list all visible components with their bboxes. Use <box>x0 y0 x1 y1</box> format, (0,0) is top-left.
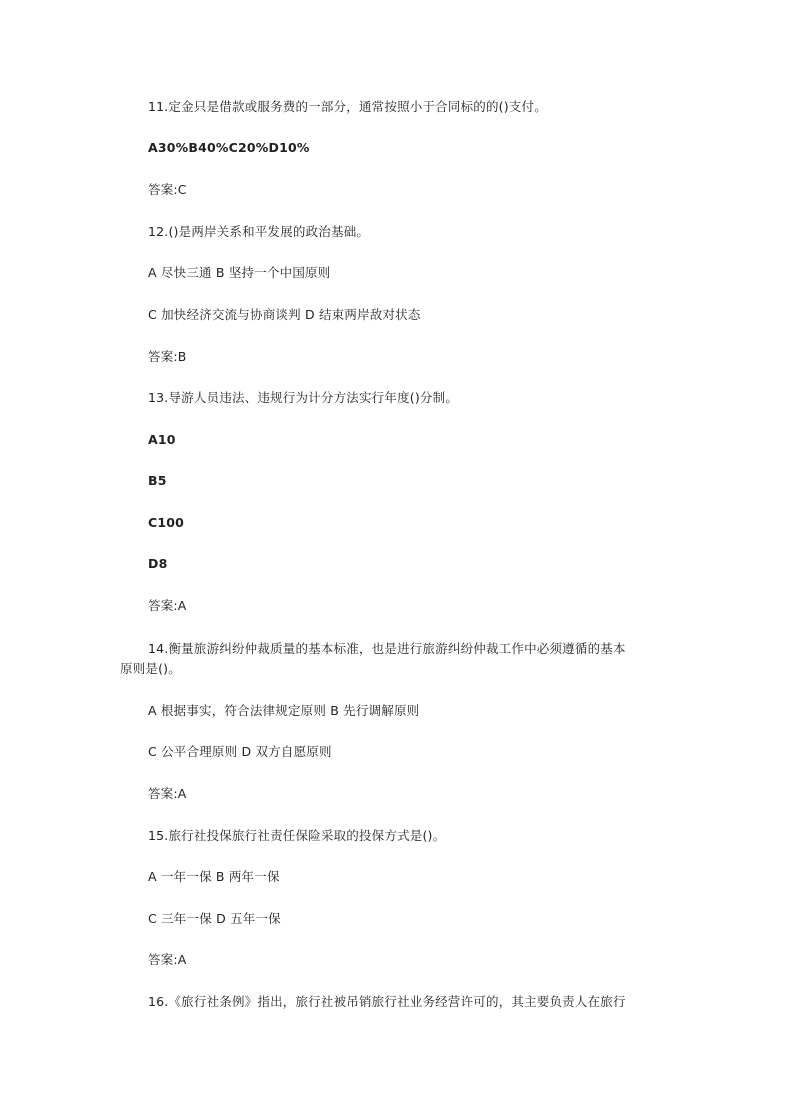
question-15-text: 15.旅行社投保旅行社责任保险采取的投保方式是()。 <box>148 828 446 843</box>
question-12-text: 12.()是两岸关系和平发展的政治基础。 <box>148 224 370 239</box>
question-14-text-continued: 原则是()。 <box>120 661 181 676</box>
question-15-options-line-1: A 一年一保 B 两年一保 <box>148 869 280 884</box>
question-14-answer: 答案:A <box>148 786 187 801</box>
question-14-text: 14.衡量旅游纠纷仲裁质量的基本标准，也是进行旅游纠纷仲裁工作中必须遵循的基本 <box>148 641 626 656</box>
question-12-answer: 答案:B <box>148 349 187 364</box>
question-13-option-b: B5 <box>148 473 167 488</box>
question-12-options-line-1: A 尽快三通 B 坚持一个中国原则 <box>148 265 331 280</box>
question-11-answer: 答案:C <box>148 182 187 197</box>
question-12-options-line-2: C 加快经济交流与协商谈判 D 结束两岸敌对状态 <box>148 307 421 322</box>
question-15-answer: 答案:A <box>148 952 187 967</box>
question-14-options-line-1: A 根据事实，符合法律规定原则 B 先行调解原则 <box>148 703 420 718</box>
question-11-options: A30%B40%C20%D10% <box>148 140 310 155</box>
question-13-option-c: C100 <box>148 515 185 530</box>
question-15-options-line-2: C 三年一保 D 五年一保 <box>148 911 281 926</box>
question-13-option-a: A10 <box>148 432 176 447</box>
question-11-text: 11.定金只是借款或服务费的一部分，通常按照小于合同标的的()支付。 <box>148 99 547 114</box>
question-14-options-line-2: C 公平合理原则 D 双方自愿原则 <box>148 744 332 759</box>
question-13-text: 13.导游人员违法、违规行为计分方法实行年度()分制。 <box>148 390 459 405</box>
question-13-option-d: D8 <box>148 556 168 571</box>
question-16-text: 16.《旅行社条例》指出，旅行社被吊销旅行社业务经营许可的，其主要负责人在旅行 <box>148 994 626 1009</box>
question-13-answer: 答案:A <box>148 598 187 613</box>
